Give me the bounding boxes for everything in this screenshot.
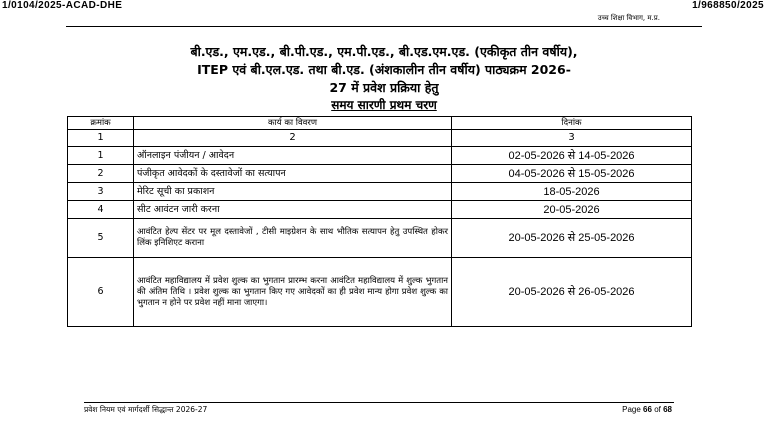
file-reference-left: 1/0104/2025-ACAD-DHE bbox=[2, 0, 123, 11]
serial-number-cell: 2 bbox=[68, 165, 134, 183]
table-row bbox=[68, 183, 692, 201]
task-description-cell: मेरिट सूची का प्रकाशन bbox=[134, 183, 452, 201]
task-description-cell: पंजीकृत आवेदकों के दस्तावेजों का सत्यापन bbox=[134, 165, 452, 183]
index-cell: 3 bbox=[452, 130, 692, 147]
page-total: 68 bbox=[663, 405, 672, 414]
page-of-label: of bbox=[654, 405, 661, 414]
schedule-table bbox=[67, 116, 692, 327]
index-cell: 2 bbox=[134, 130, 452, 147]
table-row bbox=[68, 165, 692, 183]
header-date: दिनांक bbox=[452, 117, 692, 130]
task-description-cell: सीट आवंटन जारी करना bbox=[134, 201, 452, 219]
task-description-cell: ऑनलाइन पंजीयन / आवेदन bbox=[134, 147, 452, 165]
task-description-cell: आवंटित हेल्प सेंटर पर मूल दस्तावेजों , टीसी माइग्रेशन के साथ भौतिक सत्यापन हेतु उपस्थित होकर लिंक इनिशिएट कराना bbox=[134, 219, 452, 258]
date-cell: 18-05-2026 bbox=[452, 183, 692, 201]
serial-number-cell: 4 bbox=[68, 201, 134, 219]
date-cell: 02-05-2026 से 14-05-2026 bbox=[452, 147, 692, 165]
file-reference-right: 1/968850/2025 bbox=[692, 0, 764, 11]
table-header-row bbox=[68, 117, 692, 130]
page-title-line-2: ITEP एवं बी.एल.एड. तथा बी.एड. (अंशकालीन तीन वर्षीय) पाठ्यक्रम 2026- bbox=[197, 62, 571, 77]
date-cell: 04-05-2026 से 15-05-2026 bbox=[452, 165, 692, 183]
date-cell: 20-05-2026 से 25-05-2026 bbox=[452, 219, 692, 258]
serial-number-cell: 3 bbox=[68, 183, 134, 201]
table-row bbox=[68, 258, 692, 327]
page-number bbox=[622, 405, 672, 415]
department-name: उच्च शिक्षा विभाग, म.प्र. bbox=[597, 14, 660, 22]
page-label: Page bbox=[622, 405, 641, 414]
footer-document-title: प्रवेश नियम एवं मार्गदर्शी सिद्धान्त 2026-27 bbox=[84, 405, 208, 414]
schedule-subtitle: समय सारणी प्रथम चरण bbox=[331, 98, 437, 112]
footer-divider bbox=[84, 402, 674, 403]
page-current: 66 bbox=[643, 405, 652, 414]
table-row bbox=[68, 147, 692, 165]
page-title-line-1: बी.एड., एम.एड., बी.पी.एड., एम.पी.एड., बी.एड.एम.एड. (एकीकृत तीन वर्षीय), bbox=[190, 44, 578, 59]
header-divider bbox=[66, 26, 702, 27]
date-cell: 20-05-2026 bbox=[452, 201, 692, 219]
task-description-cell: आवंटित महाविद्यालय में प्रवेश शुल्क का भुगतान प्रारम्भ करना आवंटित महाविद्यालय में शुल्क भुगतान की अंतिम तिथि । प्रवेश शुल्क का भुगतान किए गए आवेदकों का ही प्रवेश मान्य होगा प्रवेश शुल्क का भुगतान न होने पर प्रवेश नहीं माना जाएगा। bbox=[134, 258, 452, 327]
table-row bbox=[68, 201, 692, 219]
header-serial-number: क्रमांक bbox=[68, 117, 134, 130]
index-cell: 1 bbox=[68, 130, 134, 147]
table-index-row bbox=[68, 130, 692, 147]
date-cell: 20-05-2026 से 26-05-2026 bbox=[452, 258, 692, 327]
serial-number-cell: 1 bbox=[68, 147, 134, 165]
page-title-line-3: 27 में प्रवेश प्रक्रिया हेतु bbox=[329, 80, 439, 95]
header-task-description: कार्य का विवरण bbox=[134, 117, 452, 130]
table-row bbox=[68, 219, 692, 258]
serial-number-cell: 6 bbox=[68, 258, 134, 327]
serial-number-cell: 5 bbox=[68, 219, 134, 258]
